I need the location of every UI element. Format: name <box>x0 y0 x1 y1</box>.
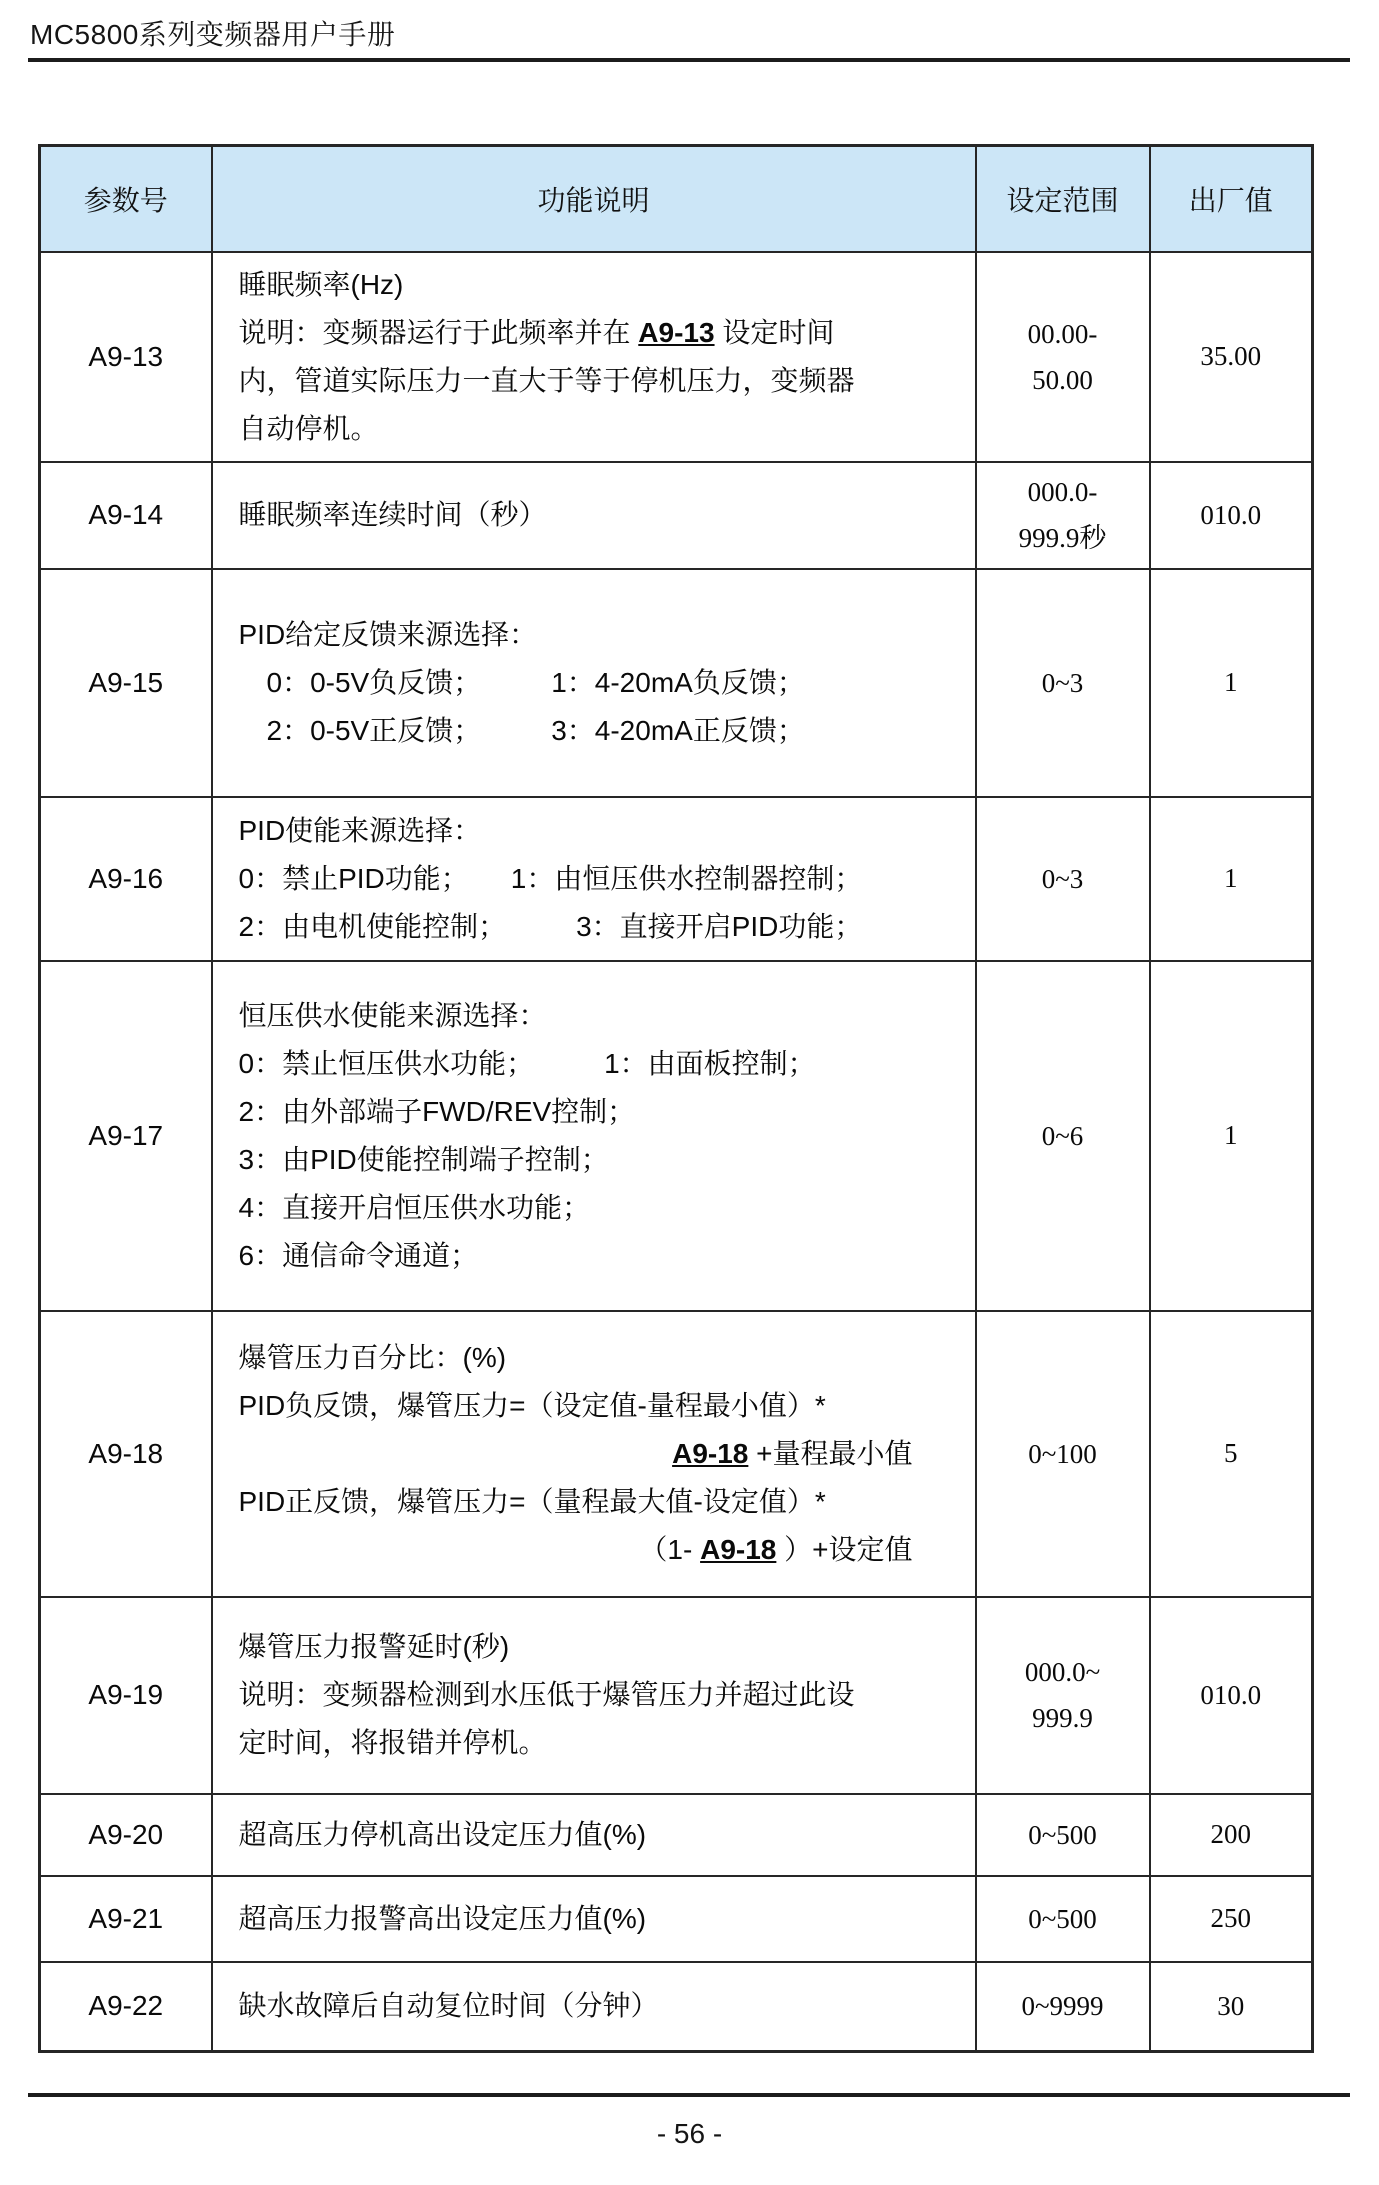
desc-line: 定时间，将报错并停机。 <box>238 1727 547 1758</box>
param-id-cell: A9-13 <box>40 252 212 462</box>
setting-range-cell <box>976 1597 1150 1794</box>
range-line: 999.9 <box>1032 1703 1093 1733</box>
desc-line: PID给定反馈来源选择： <box>238 618 538 650</box>
function-desc-cell <box>212 1794 976 1876</box>
page-header-title: MC5800系列变频器用户手册 <box>30 19 396 50</box>
function-desc-cell <box>212 462 976 569</box>
desc-line: 0：禁止恒压供水功能； 1：由面板控制； <box>238 1047 816 1079</box>
desc-line: 自动停机。 <box>238 412 379 444</box>
desc-line: 3：由PID使能控制端子控制； <box>238 1143 609 1175</box>
param-reference: A9-18 <box>672 1437 749 1469</box>
range-line: 999.9秒 <box>1018 523 1107 553</box>
range-line: 000.0- <box>1027 477 1098 507</box>
col-header-setting-range: 设定范围 <box>976 146 1150 252</box>
params-table-body <box>40 252 1313 2052</box>
setting-range-cell <box>976 1794 1150 1876</box>
range-line: 50.00 <box>1032 364 1093 395</box>
factory-default-cell: 250 <box>1150 1876 1313 1962</box>
param-id-cell: A9-14 <box>40 462 212 569</box>
range-line: 0~9999 <box>1021 1991 1104 2022</box>
desc-line: 睡眠频率连续时间（秒） <box>238 499 547 530</box>
function-desc-cell <box>212 1876 976 1962</box>
range-line: 0~500 <box>1028 1819 1097 1850</box>
param-id-cell: A9-19 <box>40 1597 212 1794</box>
factory-default-cell: 35.00 <box>1150 252 1313 462</box>
setting-range-cell <box>976 1962 1150 2052</box>
desc-line: 爆管压力百分比：(%) <box>238 1341 507 1373</box>
table-row <box>40 1876 1313 1962</box>
table-row <box>40 252 1313 462</box>
setting-range-cell <box>976 961 1150 1311</box>
function-desc-cell <box>212 252 976 462</box>
table-row <box>40 462 1313 569</box>
desc-line: PID正反馈，爆管压力=（量程最大值-设定值）* <box>238 1485 826 1517</box>
factory-default-cell: 30 <box>1150 1962 1313 2052</box>
param-id-cell: A9-18 <box>40 1311 212 1597</box>
function-desc-cell <box>212 569 976 797</box>
range-line: 00.00- <box>1027 318 1098 349</box>
desc-line: 睡眠频率(Hz) <box>238 268 404 300</box>
desc-line: （1- A9-18 ）+设定值 <box>639 1533 913 1565</box>
parameter-table <box>38 144 1314 2053</box>
desc-line: 2：由外部端子FWD/REV控制； <box>238 1095 636 1127</box>
function-desc-cell <box>212 1311 976 1597</box>
col-header-param-number: 参数号 <box>40 146 212 252</box>
desc-line: PID负反馈，爆管压力=（设定值-量程最小值）* <box>238 1389 826 1421</box>
function-desc-cell <box>212 797 976 961</box>
header-rule <box>28 58 1350 62</box>
range-line: 0~500 <box>1028 1903 1097 1934</box>
desc-line: 6：通信命令通道； <box>238 1239 479 1271</box>
desc-line: 超高压力停机高出设定压力值(%) <box>238 1818 647 1850</box>
setting-range-cell <box>976 1876 1150 1962</box>
footer-rule <box>28 2093 1350 2097</box>
table-row <box>40 1962 1313 2052</box>
range-line: 0~3 <box>1041 863 1084 894</box>
factory-default-cell: 1 <box>1150 797 1313 961</box>
factory-default-cell: 1 <box>1150 569 1313 797</box>
col-header-factory-default: 出厂值 <box>1150 146 1313 252</box>
table-row <box>40 961 1313 1311</box>
setting-range-cell <box>976 569 1150 797</box>
param-reference: A9-13 <box>638 316 715 348</box>
desc-line: 4：直接开启恒压供水功能； <box>238 1191 591 1223</box>
function-desc-cell <box>212 1962 976 2052</box>
desc-line: 0：0-5V负反馈； 1：4-20mA负反馈； <box>238 666 805 698</box>
table-row <box>40 1794 1313 1876</box>
setting-range-cell <box>976 462 1150 569</box>
setting-range-cell <box>976 1311 1150 1597</box>
factory-default-cell: 1 <box>1150 961 1313 1311</box>
param-id-cell: A9-21 <box>40 1876 212 1962</box>
table-row <box>40 569 1313 797</box>
factory-default-cell: 200 <box>1150 1794 1313 1876</box>
desc-line: A9-18 +量程最小值 <box>672 1437 913 1469</box>
desc-line: PID使能来源选择： <box>238 814 482 846</box>
page-number: - 56 - <box>656 2118 723 2149</box>
desc-line: 0：禁止PID功能； 1：由恒压供水控制器控制； <box>238 862 863 894</box>
range-line: 000.0~ <box>1024 1657 1101 1687</box>
param-reference: A9-18 <box>700 1533 777 1565</box>
param-id-cell: A9-15 <box>40 569 212 797</box>
setting-range-cell <box>976 252 1150 462</box>
desc-line: 超高压力报警高出设定压力值(%) <box>238 1902 647 1934</box>
factory-default-cell: 5 <box>1150 1311 1313 1597</box>
desc-line: 内，管道实际压力一直大于等于停机压力，变频器 <box>238 364 855 396</box>
desc-line: 2：0-5V正反馈； 3：4-20mA正反馈； <box>238 714 805 746</box>
function-desc-cell <box>212 1597 976 1794</box>
table-row <box>40 1597 1313 1794</box>
function-desc-cell <box>212 961 976 1311</box>
table-row <box>40 797 1313 961</box>
table-row <box>40 1311 1313 1597</box>
param-id-cell: A9-20 <box>40 1794 212 1876</box>
setting-range-cell <box>976 797 1150 961</box>
param-id-cell: A9-17 <box>40 961 212 1311</box>
param-id-cell: A9-16 <box>40 797 212 961</box>
range-line: 0~3 <box>1041 667 1084 698</box>
desc-line: 爆管压力报警延时(秒) <box>238 1631 510 1662</box>
factory-default-cell: 010.0 <box>1150 462 1313 569</box>
desc-line: 缺水故障后自动复位时间（分钟） <box>238 1990 659 2022</box>
table-header-row <box>40 146 1313 252</box>
param-id-cell: A9-22 <box>40 1962 212 2052</box>
desc-line: 说明：变频器运行于此频率并在 A9-13 设定时间 <box>238 316 835 348</box>
col-header-function-desc: 功能说明 <box>212 146 976 252</box>
desc-line: 说明：变频器检测到水压低于爆管压力并超过此设 <box>238 1679 855 1710</box>
range-line: 0~6 <box>1041 1120 1084 1151</box>
factory-default-cell: 010.0 <box>1150 1597 1313 1794</box>
desc-line: 2：由电机使能控制； 3：直接开启PID功能； <box>238 910 863 942</box>
range-line: 0~100 <box>1028 1438 1097 1469</box>
desc-line: 恒压供水使能来源选择： <box>238 999 547 1031</box>
